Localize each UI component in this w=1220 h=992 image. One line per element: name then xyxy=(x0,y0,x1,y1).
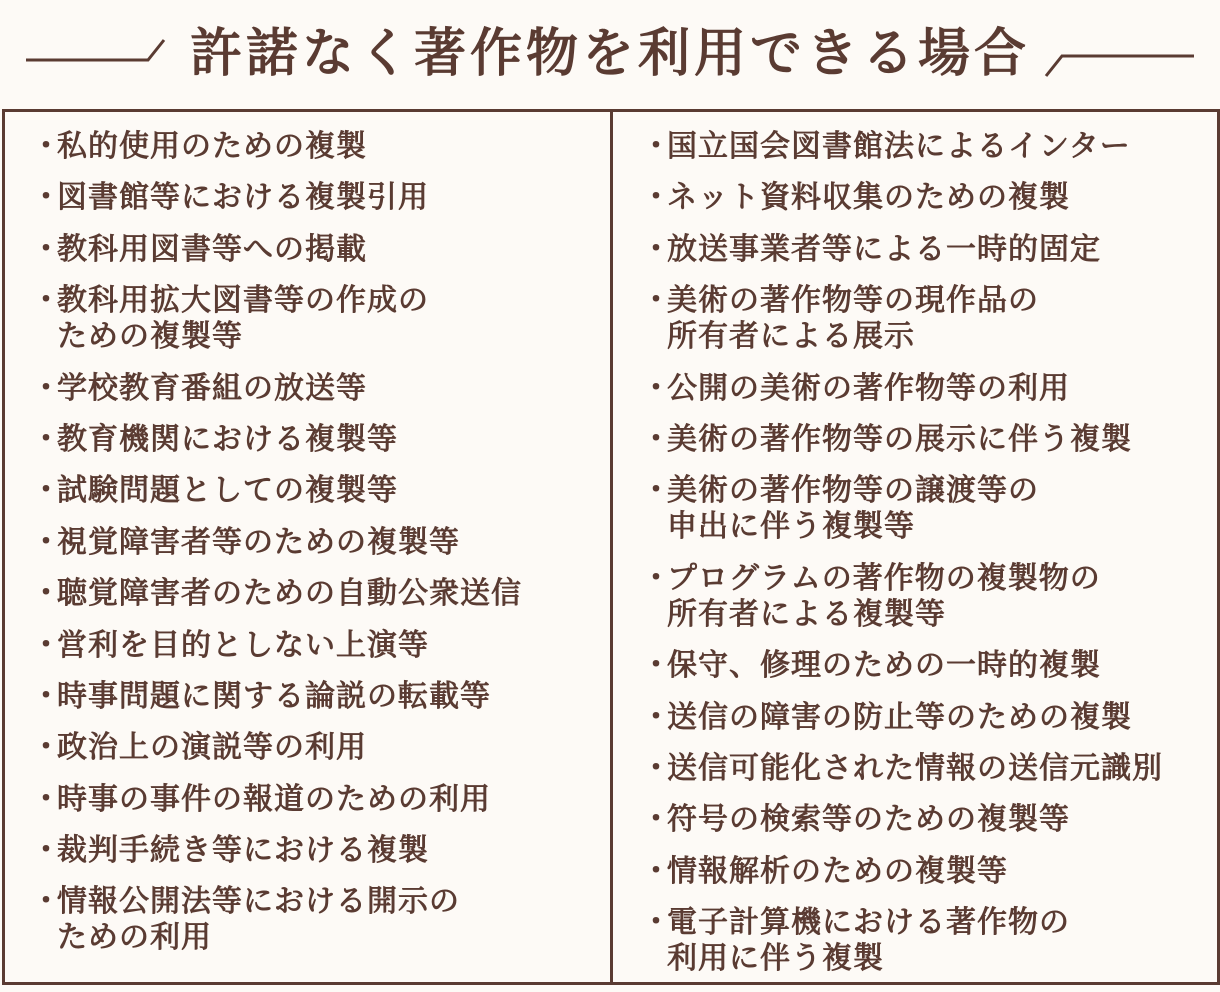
list-item xyxy=(639,283,1214,355)
list-item xyxy=(639,802,1214,838)
bullet-icon: ・ xyxy=(641,648,672,684)
bullet-icon: ・ xyxy=(31,283,62,319)
bullet-icon: ・ xyxy=(31,627,62,663)
bullet-icon: ・ xyxy=(31,129,62,164)
list-item-text: 放送事業者等による一時的固定 xyxy=(667,231,1101,267)
list-item xyxy=(29,833,604,869)
bullet-icon: ・ xyxy=(641,560,672,596)
bullet-icon: ・ xyxy=(641,699,672,735)
list-item-text: 政治上の演説等の利用 xyxy=(57,730,367,766)
list-item-text: 私的使用のための複製 xyxy=(57,129,367,164)
left-column-list xyxy=(29,129,604,972)
list-item xyxy=(639,232,1214,268)
list-item-text: 符号の検索等のための複製等 xyxy=(667,802,1070,838)
list-item-text: 裁判手続き等における複製 xyxy=(57,833,429,869)
list-item xyxy=(29,180,604,216)
list-item-text: 電子計算機における著作物の 利用に伴う複製 xyxy=(667,905,1070,977)
list-item-text: 図書館等における複製引用 xyxy=(57,180,429,216)
page-title: 許諾なく著作物を利用できる場合 xyxy=(189,24,1030,84)
list-item xyxy=(639,751,1214,787)
list-item xyxy=(29,679,604,715)
list-item xyxy=(29,525,604,561)
bullet-icon: ・ xyxy=(31,730,62,766)
list-item-text: 国立国会図書館法によるインター xyxy=(667,129,1131,164)
bullet-icon: ・ xyxy=(641,421,672,457)
list-item-text: プログラムの著作物の複製物の 所有者による複製等 xyxy=(667,560,1101,632)
list-item xyxy=(29,473,604,509)
bullet-icon: ・ xyxy=(31,473,62,509)
bullet-icon: ・ xyxy=(31,180,62,216)
list-item xyxy=(639,422,1214,458)
title-banner xyxy=(0,0,1220,110)
list-item xyxy=(29,782,604,818)
list-item-text: 公開の美術の著作物等の利用 xyxy=(667,370,1070,406)
list-item-text: 情報解析のための複製等 xyxy=(667,853,1008,889)
list-item xyxy=(29,628,604,664)
list-item-text: 試験問題としての複製等 xyxy=(57,473,398,509)
bullet-icon: ・ xyxy=(641,370,672,406)
list-item xyxy=(29,129,604,165)
bullet-icon: ・ xyxy=(641,905,672,941)
list-item xyxy=(639,854,1214,890)
list-item-text: 教科用図書等への掲載 xyxy=(57,231,367,267)
list-panel xyxy=(2,109,1220,985)
bullet-icon: ・ xyxy=(31,370,62,406)
list-item-text: ネット資料収集のための複製 xyxy=(667,180,1070,216)
bullet-icon: ・ xyxy=(641,750,672,786)
bullet-icon: ・ xyxy=(641,129,672,164)
list-item xyxy=(29,283,604,355)
list-item xyxy=(29,576,604,612)
list-item-text: 送信の障害の防止等のための複製 xyxy=(667,699,1132,735)
list-item-text: 聴覚障害者のための自動公衆送信 xyxy=(57,576,522,612)
list-item xyxy=(29,232,604,268)
list-item xyxy=(29,730,604,766)
bullet-icon: ・ xyxy=(31,576,62,612)
bullet-icon: ・ xyxy=(31,231,62,267)
list-item xyxy=(639,905,1214,977)
list-item xyxy=(639,700,1214,736)
bullet-icon: ・ xyxy=(641,802,672,838)
list-item-text: 情報公開法等における開示の ための利用 xyxy=(57,884,460,956)
list-item-text: 時事問題に関する論説の転載等 xyxy=(57,678,491,714)
bullet-icon: ・ xyxy=(31,421,62,457)
list-item-text: 美術の著作物等の譲渡等の 申出に伴う複製等 xyxy=(667,473,1039,545)
bullet-icon: ・ xyxy=(641,180,672,216)
list-item-text: 教科用拡大図書等の作成の ための複製等 xyxy=(57,283,429,355)
list-item xyxy=(639,129,1214,165)
list-item xyxy=(639,371,1214,407)
list-item-text: 教育機関における複製等 xyxy=(57,421,398,457)
bullet-icon: ・ xyxy=(641,283,672,319)
list-item xyxy=(29,371,604,407)
bullet-icon: ・ xyxy=(31,524,62,560)
list-item-text: 美術の著作物等の展示に伴う複製 xyxy=(667,421,1132,457)
bullet-icon: ・ xyxy=(641,231,672,267)
list-item-text: 時事の事件の報道のための利用 xyxy=(57,781,491,817)
list-item xyxy=(639,648,1214,684)
list-item xyxy=(639,561,1214,633)
column-divider xyxy=(610,112,613,982)
bullet-icon: ・ xyxy=(31,833,62,869)
list-item-text: 視覚障害者等のための複製等 xyxy=(57,524,460,560)
list-item xyxy=(639,473,1214,545)
right-column-list xyxy=(639,129,1214,992)
list-item xyxy=(639,180,1214,216)
bullet-icon: ・ xyxy=(31,884,62,920)
bullet-icon: ・ xyxy=(31,678,62,714)
list-item-text: 学校教育番組の放送等 xyxy=(57,370,367,406)
list-item-text: 保守、修理のための一時的複製 xyxy=(667,648,1101,684)
list-item-text: 美術の著作物等の現作品の 所有者による展示 xyxy=(667,283,1039,355)
list-item xyxy=(29,422,604,458)
list-item xyxy=(29,884,604,956)
bullet-icon: ・ xyxy=(641,473,672,509)
bullet-icon: ・ xyxy=(641,853,672,889)
list-item-text: 送信可能化された情報の送信元識別 xyxy=(667,750,1163,786)
bullet-icon: ・ xyxy=(31,781,62,817)
list-item-text: 営利を目的としない上演等 xyxy=(57,627,429,663)
